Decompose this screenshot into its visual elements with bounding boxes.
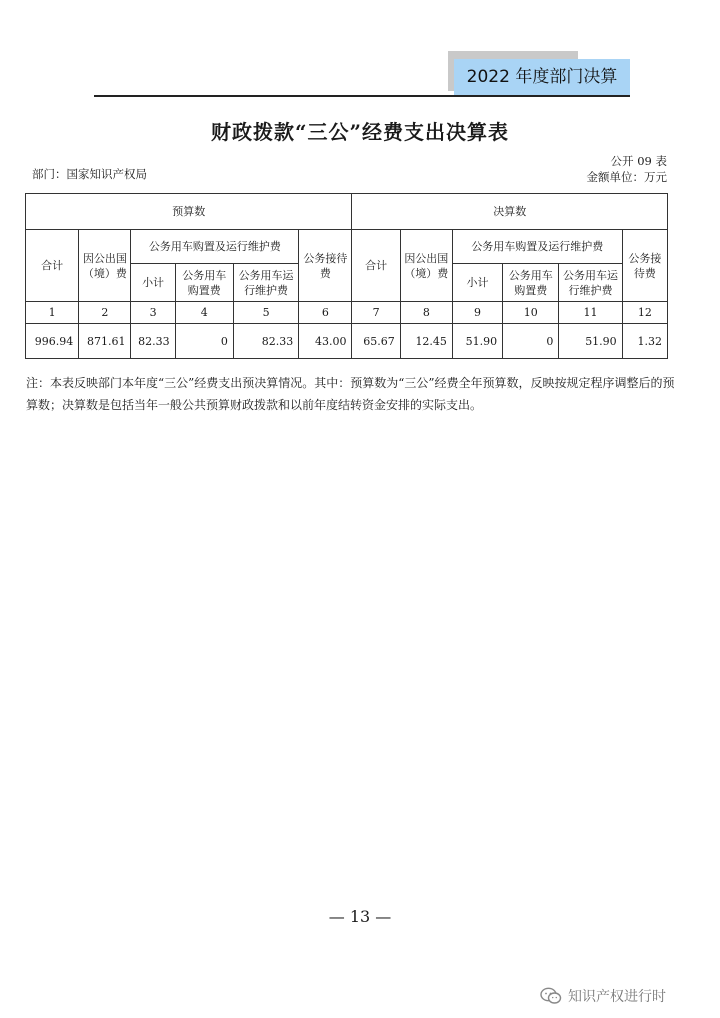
column-number: 8: [400, 302, 452, 324]
col-subtotal-header: 小计: [131, 264, 175, 302]
unit-label: 金额单位：万元: [586, 170, 667, 184]
column-number: 10: [503, 302, 559, 324]
value-cell: 0: [175, 324, 233, 359]
col-total-header: 合计: [352, 230, 400, 302]
header-tab: 2022 年度部门决算: [454, 59, 630, 95]
column-number: 4: [175, 302, 233, 324]
column-number: 1: [26, 302, 79, 324]
value-cell: 82.33: [233, 324, 298, 359]
expenditure-table: [25, 193, 668, 359]
watermark: [540, 986, 666, 1006]
col-reception-header: 公务接待费: [299, 230, 352, 302]
table-note: 注：本表反映部门本年度“三公”经费支出预决算情况。其中：预算数为“三公”经费全年预算数，反映按规定程序调整后的预算数；决算数是包括当年一般公共预算财政拨款和以前年度结转资金安排的实际支出。: [26, 376, 675, 412]
col-vehicle-operation-header: 公务用车运行维护费: [559, 264, 622, 302]
col-total-header: 合计: [26, 230, 79, 302]
page-title: 财政拨款“三公”经费支出决算表: [210, 120, 509, 144]
value-cell: 51.90: [452, 324, 502, 359]
final-group-header: 决算数: [352, 194, 668, 230]
col-vehicle-purchase-header: 公务用车购置费: [503, 264, 559, 302]
column-number: 9: [452, 302, 502, 324]
col-abroad-header: 因公出国（境）费: [400, 230, 452, 302]
department-label: 部门：国家知识产权局: [32, 167, 147, 181]
column-number: 5: [233, 302, 298, 324]
column-header-row: [26, 230, 668, 264]
col-vehicle-group-header: 公务用车购置及运行维护费: [131, 230, 299, 264]
value-cell: 82.33: [131, 324, 175, 359]
column-number: 2: [79, 302, 131, 324]
table-code: 公开 09 表: [610, 154, 667, 168]
group-header-row: [26, 194, 668, 230]
column-number: 6: [299, 302, 352, 324]
column-number: 7: [352, 302, 400, 324]
header-rule: [94, 95, 630, 97]
watermark-text: 知识产权进行时: [568, 989, 666, 1005]
col-vehicle-purchase-header: 公务用车购置费: [175, 264, 233, 302]
budget-group-header: 预算数: [26, 194, 352, 230]
column-number-row: [26, 302, 668, 324]
table-meta: [587, 153, 668, 185]
table-row: [26, 324, 668, 359]
value-cell: 12.45: [400, 324, 452, 359]
value-cell: 43.00: [299, 324, 352, 359]
page-number: — 13 —: [328, 907, 392, 926]
value-cell: 871.61: [79, 324, 131, 359]
col-vehicle-operation-header: 公务用车运行维护费: [233, 264, 298, 302]
value-cell: 51.90: [559, 324, 622, 359]
value-cell: 1.32: [622, 324, 667, 359]
col-vehicle-group-header: 公务用车购置及运行维护费: [452, 230, 622, 264]
column-number: 12: [622, 302, 667, 324]
col-abroad-header: 因公出国（境）费: [79, 230, 131, 302]
value-cell: 65.67: [352, 324, 400, 359]
col-subtotal-header: 小计: [452, 264, 502, 302]
value-cell: 996.94: [26, 324, 79, 359]
column-number: 3: [131, 302, 175, 324]
column-number: 11: [559, 302, 622, 324]
wechat-icon: [540, 987, 562, 1005]
value-cell: 0: [503, 324, 559, 359]
col-reception-header: 公务接待费: [622, 230, 667, 302]
